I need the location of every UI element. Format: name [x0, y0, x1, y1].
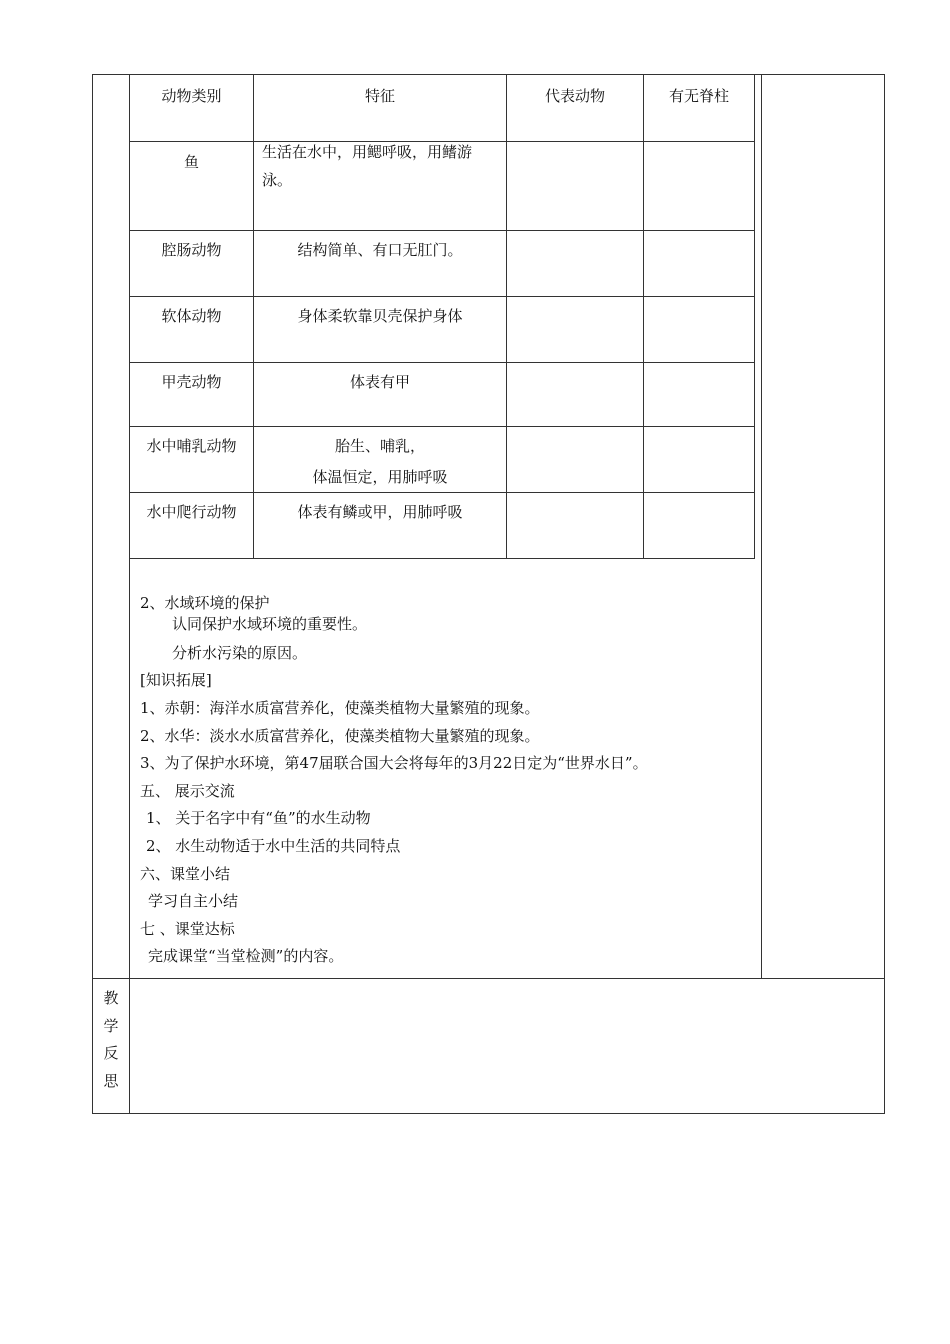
- row-category: 腔肠动物: [161, 241, 222, 259]
- outer-bottom-border: [92, 1113, 885, 1114]
- table-row-divider: [129, 362, 755, 363]
- row-feature: 身体柔软靠贝壳保护身体: [297, 307, 463, 325]
- table-row-divider: [129, 296, 755, 297]
- section-heading: [知识拓展]: [140, 671, 212, 689]
- paragraph: 1、赤朝：海洋水质富营养化，使藻类植物大量繁殖的现象。: [140, 699, 540, 717]
- row-category: 软体动物: [161, 307, 222, 325]
- reflection-label-char: 思: [103, 1072, 119, 1090]
- paragraph: 完成课堂“当堂检测”的内容。: [148, 947, 344, 965]
- table-col-3-divider: [643, 74, 644, 559]
- row-feature: 结构简单、有口无肛门。: [297, 241, 463, 259]
- paragraph: 分析水污染的原因。: [172, 644, 308, 662]
- row-category: 鱼: [183, 153, 199, 171]
- table-row-divider: [129, 426, 755, 427]
- table-row-divider: [129, 230, 755, 231]
- paragraph: 认同保护水域环境的重要性。: [172, 615, 368, 633]
- section-heading: 五、 展示交流: [140, 782, 235, 800]
- reflection-label-char: 学: [103, 1017, 119, 1035]
- row-feature: 生活在水中，用鳃呼吸，用鳍游: [262, 143, 473, 161]
- header-category: 动物类别: [161, 87, 222, 105]
- row-category: 水中爬行动物: [146, 503, 237, 521]
- row-feature: 体表有鳞或甲，用肺呼吸: [297, 503, 463, 521]
- section-heading: 2、水域环境的保护: [140, 594, 270, 612]
- row-feature: 泳。: [262, 171, 293, 189]
- section-heading: 七 、课堂达标: [140, 920, 235, 938]
- header-feature: 特征: [364, 87, 395, 105]
- outer-right-border: [884, 74, 885, 1114]
- table-bottom-border: [129, 558, 755, 559]
- row-feature: 体表有甲: [349, 373, 410, 391]
- outer-left-border: [92, 74, 93, 1114]
- table-row-divider: [129, 492, 755, 493]
- reflection-label-char: 教: [103, 989, 119, 1007]
- paragraph: 3、为了保护水环境，第47届联合国大会将每年的3月22日定为“世界水日”。: [140, 754, 648, 772]
- reflection-area: [130, 979, 884, 1113]
- outer-top-border: [92, 74, 885, 75]
- row-feature: 体温恒定，用肺呼吸: [312, 468, 448, 486]
- row-feature: 胎生、哺乳，: [334, 437, 425, 455]
- header-representative: 代表动物: [544, 87, 605, 105]
- paragraph: 2、 水生动物适于水中生活的共同特点: [146, 837, 401, 855]
- section-heading: 六、课堂小结: [140, 865, 231, 883]
- paragraph: 1、 关于名字中有“鱼”的水生动物: [146, 809, 371, 827]
- reflection-label-char: 反: [103, 1044, 119, 1062]
- right-column-divider: [761, 74, 762, 979]
- table-right-border: [754, 74, 755, 559]
- row-category: 甲壳动物: [161, 373, 222, 391]
- paragraph: 学习自主小结: [148, 892, 239, 910]
- header-spine: 有无脊柱: [668, 87, 729, 105]
- row-category: 水中哺乳动物: [146, 437, 237, 455]
- paragraph: 2、水华：淡水水质富营养化，使藻类植物大量繁殖的现象。: [140, 727, 540, 745]
- table-col-2-divider: [506, 74, 507, 559]
